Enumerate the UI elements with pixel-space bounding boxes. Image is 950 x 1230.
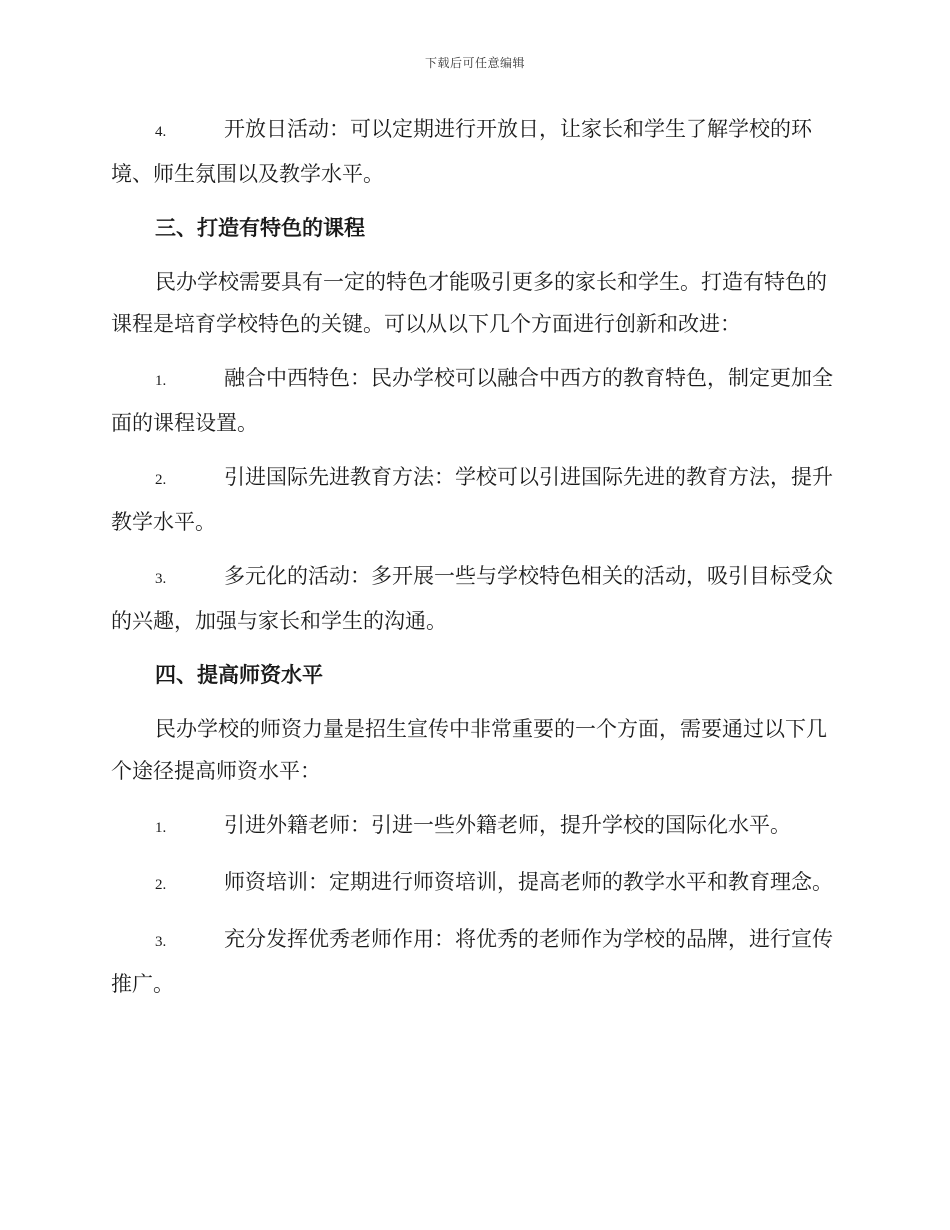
list-number: 3. <box>155 934 167 950</box>
list-number: 1. <box>155 373 167 389</box>
list-item <box>111 555 833 642</box>
list-text: 引进国际先进教育方法：学校可以引进国际先进的教育方法，提升教学水平。 <box>111 465 833 534</box>
section-heading: 四、提高师资水平 <box>155 662 323 687</box>
list-text: 充分发挥优秀老师作用：将优秀的老师作为学校的品牌，进行宣传推广。 <box>111 927 833 996</box>
list-text: 开放日活动：可以定期进行开放日，让家长和学生了解学校的环境、师生氛围以及教学水平。 <box>111 117 812 186</box>
list-number: 3. <box>155 571 167 587</box>
list-item <box>111 456 833 543</box>
document-body <box>111 108 833 1017</box>
list-text: 多元化的活动：多开展一些与学校特色相关的活动，吸引目标受众的兴趣，加强与家长和学生的沟通。 <box>111 564 833 633</box>
list-text: 融合中西特色：民办学校可以融合中西方的教育特色，制定更加全面的课程设置。 <box>111 366 833 435</box>
list-item <box>111 357 833 444</box>
list-item <box>111 804 833 849</box>
page-header: 下载后可任意编辑 <box>424 56 525 70</box>
list-text: 师资培训：定期进行师资培训，提高老师的教学水平和教育理念。 <box>224 870 833 894</box>
list-number: 2. <box>155 472 167 488</box>
list-text: 引进外籍老师：引进一些外籍老师，提升学校的国际化水平。 <box>224 813 791 837</box>
list-number: 2. <box>155 877 167 893</box>
paragraph: 民办学校的师资力量是招生宣传中非常重要的一个方面，需要通过以下几个途径提高师资水平： <box>111 717 827 783</box>
paragraph: 民办学校需要具有一定的特色才能吸引更多的家长和学生。打造有特色的课程是培育学校特色的关键。可以从以下几个方面进行创新和改进： <box>111 270 827 336</box>
list-number: 1. <box>155 820 167 836</box>
list-item <box>111 918 833 1005</box>
section-heading: 三、打造有特色的课程 <box>155 215 365 240</box>
list-item <box>111 108 833 195</box>
list-item <box>111 861 833 906</box>
list-number: 4. <box>155 124 167 140</box>
